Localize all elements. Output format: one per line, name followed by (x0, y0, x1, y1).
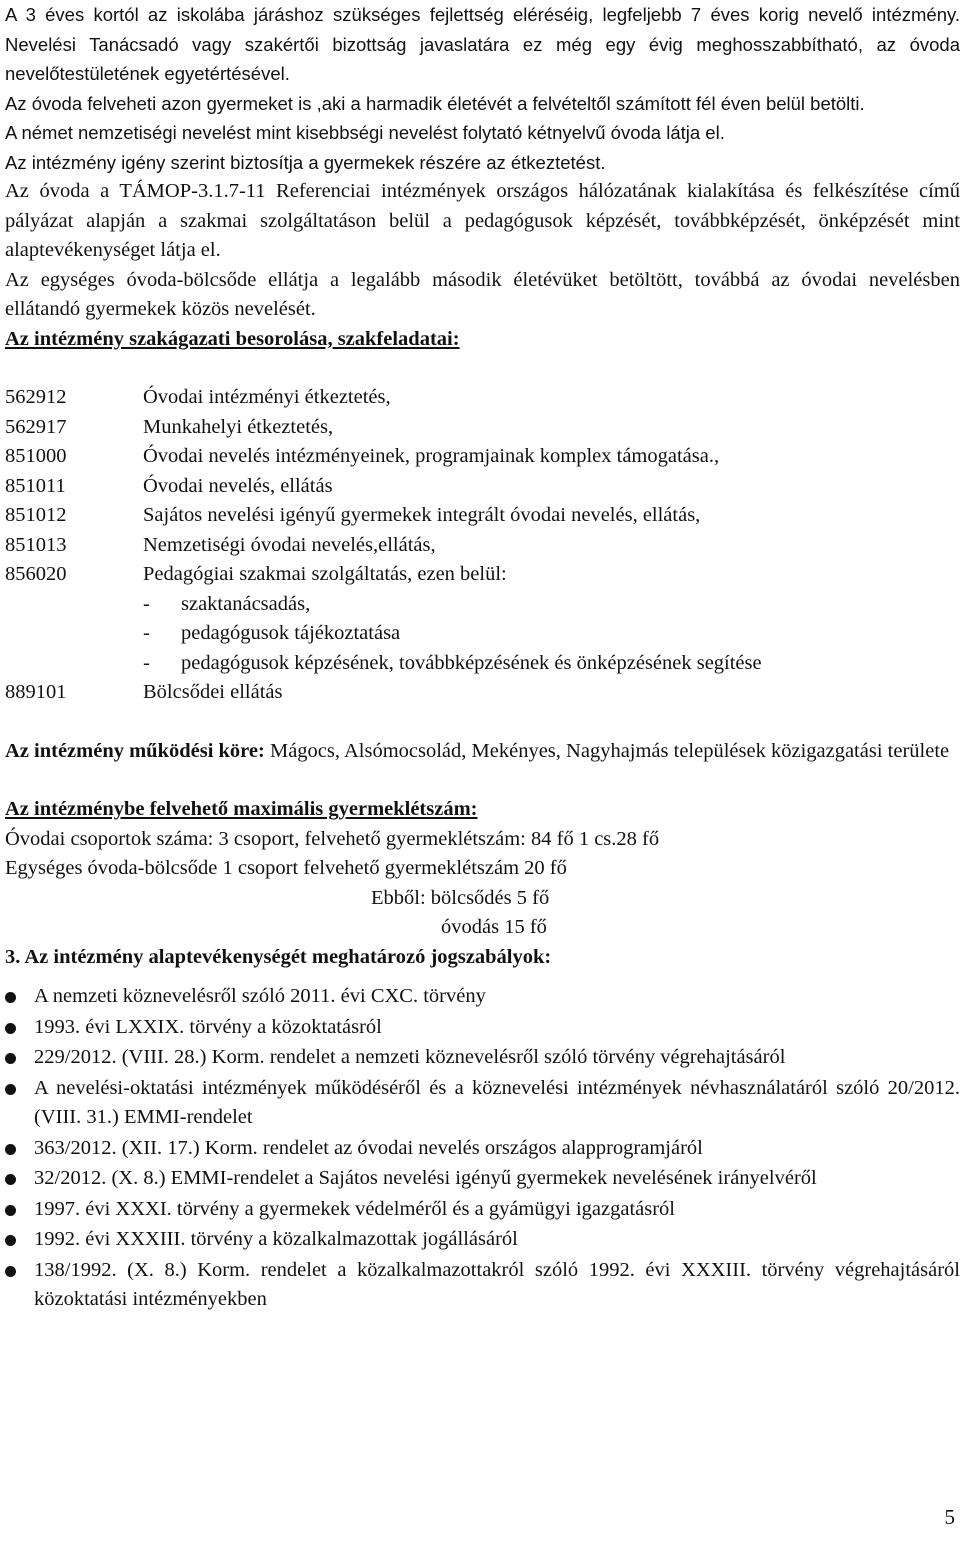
law-item-text: 1993. évi LXXIX. törvény a közoktatásról (34, 1015, 382, 1038)
classification-row (5, 501, 960, 531)
classification-row (5, 413, 960, 443)
capacity-line-3-text: Ebből: bölcsődés 5 fő (371, 886, 550, 909)
bullet-icon (5, 1144, 16, 1155)
classification-row (5, 442, 960, 472)
classification-desc: Óvodai intézményi étkeztetés, (143, 386, 391, 408)
classification-subitem-text: pedagógusok tájékoztatása (181, 622, 401, 644)
classification-code: 851011 (5, 474, 66, 497)
classification-code: 851012 (5, 504, 67, 526)
classification-code: 851000 (5, 445, 67, 467)
classification-code: 562917 (5, 415, 67, 438)
bullet-icon (5, 992, 16, 1003)
law-item-text: 32/2012. (X. 8.) EMMI-rendelet a Sajátos nevelési igényű gyermekek nevelésének irányelvéről (34, 1167, 817, 1189)
classification-subitem (5, 590, 960, 620)
law-item-text: A nemzeti köznevelésről szóló 2011. évi CXC. törvény (34, 985, 486, 1007)
law-item (5, 1013, 960, 1043)
classification-desc: Sajátos nevelési igényű gyermekek integrált óvodai nevelés, ellátás, (143, 504, 701, 526)
classification-subitem-text: szaktanácsadás, (181, 592, 311, 615)
intro-paragraph-4: Az intézmény igény szerint biztosítja a gyermekek részére az étkeztetést. (5, 151, 606, 173)
capacity-line-4 (5, 913, 960, 943)
scope-paragraph (5, 737, 960, 767)
classification-table (5, 383, 960, 708)
law-item (5, 1225, 960, 1255)
law-item (5, 1195, 960, 1225)
law-item (5, 1164, 960, 1194)
capacity-line-4-text: óvodás 15 fő (441, 916, 547, 938)
law-item-text: 1992. évi XXXIII. törvény a közalkalmazottak jogállásáról (34, 1228, 518, 1250)
spacer (5, 708, 960, 737)
law-item-text: 138/1992. (X. 8.) Korm. rendelet a közalkalmazottakról szóló 1992. évi XXXIII. törvény végrehajtásáról közoktatási intézményekben (34, 1258, 960, 1310)
law-item (5, 1256, 960, 1315)
capacity-line-2: Egységes óvoda-bölcsőde 1 csoport felvehető gyermeklétszám 20 fő (5, 857, 567, 879)
classification-subitem-text: pedagógusok képzésének, továbbképzésének és önképzésének segítése (181, 651, 762, 674)
law-item-text: 229/2012. (VIII. 28.) Korm. rendelet a nemzeti köznevelésről szóló törvény végrehajtásáról (34, 1046, 786, 1068)
bullet-icon (5, 1174, 16, 1185)
dash-marker: - (143, 622, 150, 644)
classification-subitem (5, 649, 960, 679)
dash-marker: - (143, 592, 150, 615)
law-item-text: A nevelési-oktatási intézmények működéséről és a köznevelési intézmények névhasználatáról szóló 20/2012. (VIII. 31.) EMMI-rendelet (34, 1076, 960, 1128)
laws-heading: 3. Az intézmény alaptevékenységét meghatározó jogszabályok: (5, 945, 552, 968)
capacity-line-3 (5, 884, 960, 914)
classification-desc: Bölcsődei ellátás (143, 681, 283, 703)
law-item-text: 363/2012. (XII. 17.) Korm. rendelet az óvodai nevelés országos alapprogramjáról (34, 1136, 703, 1159)
intro-paragraph-3: A német nemzetiségi nevelést mint kisebbségi nevelést folytató kétnyelvű óvoda látja el. (5, 122, 725, 143)
classification-code: 851013 (5, 533, 67, 556)
bullet-icon (5, 1205, 16, 1216)
dash-marker: - (143, 651, 150, 674)
classification-desc: Munkahelyi étkeztetés, (143, 415, 334, 438)
intro-paragraph-2: Az óvoda felveheti azon gyermeket is ,aki a harmadik életévét a felvételtől számított fél éven belül betölti. (5, 92, 865, 114)
classification-code: 562912 (5, 386, 67, 408)
spacer (5, 354, 960, 383)
classification-desc: Nemzetiségi óvodai nevelés,ellátás, (143, 533, 436, 556)
capacity-heading: Az intézménybe felvehető maximális gyermeklétszám: (5, 798, 478, 820)
classification-row (5, 560, 960, 590)
bullet-icon (5, 1266, 16, 1277)
classification-desc: Pedagógiai szakmai szolgáltatás, ezen belül: (143, 563, 507, 585)
classification-row (5, 472, 960, 502)
law-item (5, 1074, 960, 1133)
bullet-icon (5, 1235, 16, 1246)
classification-row (5, 383, 960, 413)
classification-code: 889101 (5, 681, 67, 703)
law-item (5, 982, 960, 1012)
classification-desc: Óvodai nevelés intézményeinek, programjainak komplex támogatása., (143, 445, 720, 467)
intro-paragraph-1: A 3 éves kortól az iskolába járáshoz szükséges fejlettség eléréséig, legfeljebb 7 éves korig nevelő intézmény. Nevelési Tanácsadó vagy szakértői bizottság javaslatára ez még egy évig meghosszabbítható, az óvoda nevelőtestületének egyetértésével. (5, 4, 960, 84)
laws-list (5, 982, 960, 1315)
capacity-line-1: Óvodai csoportok száma: 3 csoport, felvehető gyermeklétszám: 84 fő 1 cs.28 fő (5, 827, 660, 850)
document-page (5, 0, 960, 1316)
law-item (5, 1043, 960, 1073)
scope-label: Az intézmény működési köre: (5, 739, 265, 762)
bullet-icon (5, 1023, 16, 1034)
bullet-icon (5, 1053, 16, 1064)
intro-paragraph-5: Az óvoda a TÁMOP-3.1.7-11 Referenciai intézmények országos hálózatának kialakítása és felkészítése című pályázat alapján a szakmai szolgáltatáson belül a pedagógusok képzését, továbbképzését, önképzését mint alaptevékenységet látja el. (5, 180, 960, 261)
page-number: 5 (944, 1505, 955, 1529)
scope-text: Mágocs, Alsómocsolád, Mekényes, Nagyhajmás települések közigazgatási területe (264, 739, 950, 762)
spacer (5, 766, 960, 795)
classification-subitem (5, 619, 960, 649)
law-item (5, 1134, 960, 1164)
law-item-text: 1997. évi XXXI. törvény a gyermekek védelméről és a gyámügyi igazgatásról (34, 1197, 675, 1220)
intro-paragraph-6: Az egységes óvoda-bölcsőde ellátja a legalább második életévüket betöltött, továbbá az óvodai nevelésben ellátandó gyermekek közös nevelését. (5, 268, 960, 320)
classification-row (5, 678, 960, 708)
classification-desc: Óvodai nevelés, ellátás (143, 474, 333, 497)
bullet-icon (5, 1084, 16, 1095)
classification-code: 856020 (5, 563, 67, 585)
classification-heading: Az intézmény szakágazati besorolása, szakfeladatai: (5, 327, 460, 350)
classification-row (5, 531, 960, 561)
